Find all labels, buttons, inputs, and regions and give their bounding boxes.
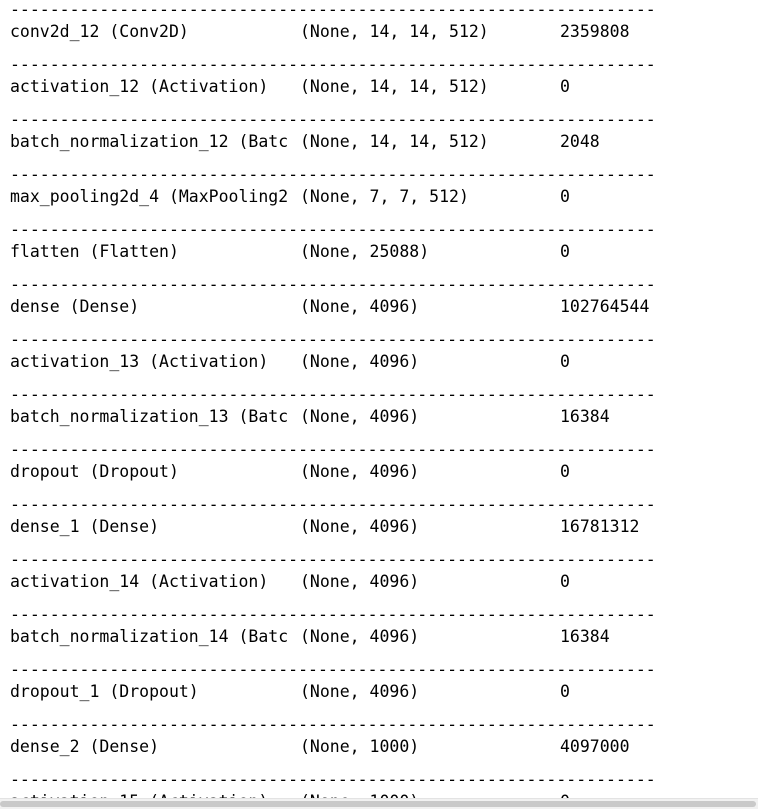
layer-name: max_pooling2d_4 (MaxPooling2 [10, 187, 289, 206]
table-row [0, 407, 758, 427]
output-shape: (None, 4096) [300, 352, 420, 371]
output-shape: (None, 14, 14, 512) [300, 77, 489, 96]
separator-line: ----------------------------------------------------------------- [10, 330, 656, 349]
output-shape: (None, 4096) [300, 462, 420, 481]
separator-line: ----------------------------------------------------------------- [10, 220, 656, 239]
layer-name: activation_12 (Activation) [10, 77, 269, 96]
separator-line: ----------------------------------------------------------------- [10, 440, 656, 459]
table-row [0, 682, 758, 702]
param-count: 0 [560, 187, 570, 206]
layer-name: dropout_1 (Dropout) [10, 682, 199, 701]
layer-name: batch_normalization_12 (Batc [10, 132, 289, 151]
output-shape: (None, 25088) [300, 242, 430, 261]
param-count: 0 [560, 352, 570, 371]
separator-line: ----------------------------------------------------------------- [10, 385, 656, 404]
output-shape: (None, 4096) [300, 407, 420, 426]
layer-name: batch_normalization_14 (Batc [10, 627, 289, 646]
separator-line: ----------------------------------------------------------------- [10, 0, 656, 19]
separator-line: ----------------------------------------------------------------- [10, 605, 656, 624]
output-shape: (None, 14, 14, 512) [300, 132, 489, 151]
param-count: 2359808 [560, 22, 630, 41]
table-row [0, 462, 758, 482]
layer-name: activation_13 (Activation) [10, 352, 269, 371]
layer-name: dropout (Dropout) [10, 462, 179, 481]
param-count: 0 [560, 462, 570, 481]
table-row [0, 517, 758, 537]
param-count: 102764544 [560, 297, 650, 316]
output-shape: (None, 14, 14, 512) [300, 22, 489, 41]
scrollbar-thumb[interactable] [0, 801, 756, 807]
separator-line: ----------------------------------------------------------------- [10, 550, 656, 569]
output-shape: (None, 4096) [300, 627, 420, 646]
param-count: 4097000 [560, 737, 630, 756]
separator-line: ----------------------------------------------------------------- [10, 55, 656, 74]
output-shape: (None, 4096) [300, 572, 420, 591]
table-row [0, 572, 758, 592]
layer-name: dense (Dense) [10, 297, 140, 316]
separator-line: ----------------------------------------------------------------- [10, 495, 656, 514]
layer-name: batch_normalization_13 (Batc [10, 407, 289, 426]
layer-name: dense_1 (Dense) [10, 517, 160, 536]
separator-line: ----------------------------------------------------------------- [10, 770, 656, 789]
output-shape: (None, 1000) [300, 737, 420, 756]
table-row [0, 297, 758, 317]
param-count: 2048 [560, 132, 600, 151]
layer-name: conv2d_12 (Conv2D) [10, 22, 189, 41]
separator-line: ----------------------------------------------------------------- [10, 165, 656, 184]
output-shape: (None, 4096) [300, 682, 420, 701]
output-shape: (None, 7, 7, 512) [300, 187, 469, 206]
table-row [0, 242, 758, 262]
param-count: 0 [560, 77, 570, 96]
layer-name: flatten (Flatten) [10, 242, 179, 261]
table-row [0, 77, 758, 97]
layer-name: activation_14 (Activation) [10, 572, 269, 591]
output-shape: (None, 4096) [300, 297, 420, 316]
table-row [0, 22, 758, 42]
param-count: 0 [560, 682, 570, 701]
table-row [0, 132, 758, 152]
table-row [0, 187, 758, 207]
separator-line: ----------------------------------------------------------------- [10, 715, 656, 734]
table-row [0, 627, 758, 647]
separator-line: ----------------------------------------------------------------- [10, 660, 656, 679]
horizontal-scrollbar[interactable] [0, 798, 758, 809]
param-count: 0 [560, 572, 570, 591]
param-count: 16384 [560, 407, 610, 426]
output-shape: (None, 4096) [300, 517, 420, 536]
separator-line: ----------------------------------------------------------------- [10, 275, 656, 294]
table-row [0, 352, 758, 372]
table-row [0, 737, 758, 757]
separator-line: ----------------------------------------------------------------- [10, 110, 656, 129]
param-count: 16384 [560, 627, 610, 646]
layer-name: dense_2 (Dense) [10, 737, 160, 756]
param-count: 0 [560, 242, 570, 261]
param-count: 16781312 [560, 517, 640, 536]
